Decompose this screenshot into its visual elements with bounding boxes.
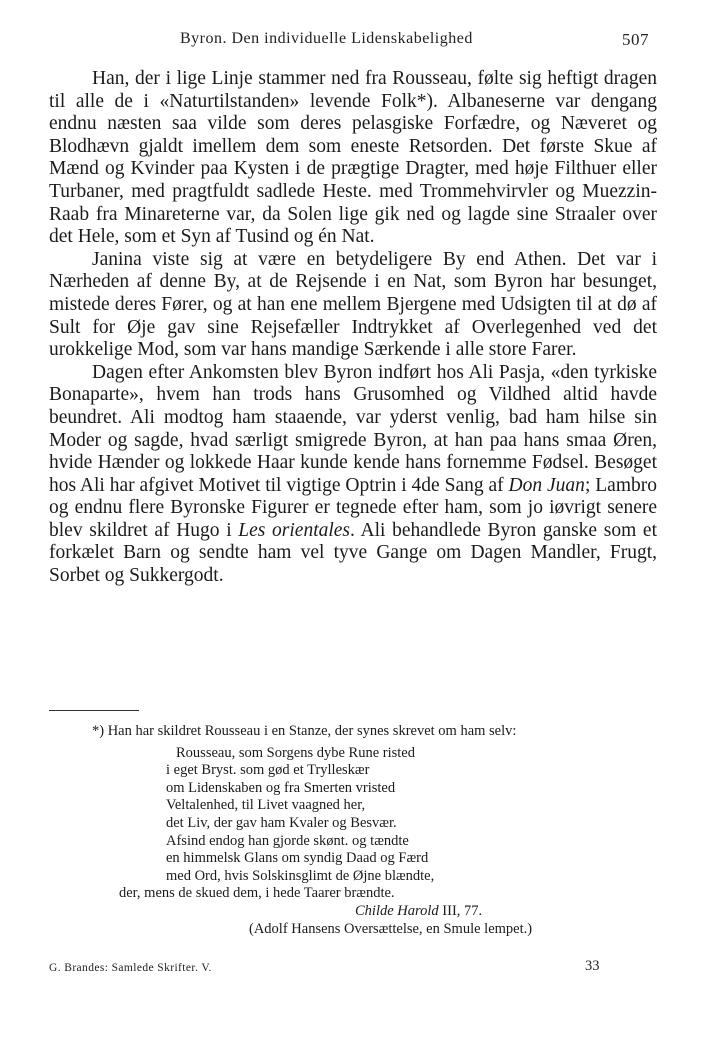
paragraph-1: Han, der i lige Linje stammer ned fra Rousseau, følte sig heftigt dragen til alle de i «Naturtilstanden» levende Folk*). Albaneserne var dengang endnu næsten saa vilde som deres pelasgiske Forfædre, og Næveret og Blodhævn gjaldt imellem dem som eneste Retsorden. Det første Skue af Mænd og Kvinder paa Kysten i de prægtige Dragter, med høje Filthuer eller Turbaner, med pragtfuldt sadlede Heste. med Trommehvirvler og Muezzin-Raab fra Minareterne var, da Solen lige gik ned og lagde sine Straaler over det Hele, som et Syn af Tusind og én Nat. <box>49 68 657 248</box>
poem-line: Afsind endog han gjorde skønt. og tændte <box>166 832 409 849</box>
footnote <box>49 723 657 938</box>
footnote-poem <box>49 745 657 939</box>
printer-signature: G. Brandes: Samlede Skrifter. V. <box>49 962 212 974</box>
footnote-divider <box>49 710 139 711</box>
title-les-orientales: Les orientales <box>238 519 351 541</box>
poem-line: det Liv, der gav ham Kvaler og Besvær. <box>166 814 397 831</box>
footnote-intro: *) Han har skildret Rousseau i en Stanze, der synes skrevet om ham selv: <box>92 723 517 739</box>
poem-attribution: Childe Harold III, 77. <box>355 902 483 919</box>
poem-line: i eget Bryst. som gød et Trylleskær <box>166 762 370 779</box>
poem-line: Veltalenhed, til Livet vaagned her, <box>166 797 366 814</box>
translator-note: (Adolf Hansens Oversættelse, en Smule lempet.) <box>249 920 533 937</box>
paragraph-2: Janina viste sig at være en betydeligere By end Athen. Det var i Nærheden af denne By, at de Rejsende i en Nat, som Byron har besunget, mistede deres Fører, og at han ene mellem Bjergene med Udsigten til at dø af Sult for Øje gav sine Rejsefæller Indtrykket af Overlegenhed ved det urokkelige Mod, som var hans mandige Særkende i alle store Farer. <box>49 248 657 361</box>
signature-number: 33 <box>585 958 600 974</box>
poem-line: Rousseau, som Sorgens dybe Rune risted <box>176 744 415 761</box>
title-don-juan: Don Juan <box>508 474 585 496</box>
page-number: 507 <box>622 30 649 49</box>
poem-line: en himmelsk Glans om syndig Daad og Færd <box>166 850 429 867</box>
poem-line: der, mens de skued dem, i hede Taarer brændte. <box>119 885 395 902</box>
paragraph-3: Dagen efter Ankomsten blev Byron indført hos Ali Pasja, «den tyrkiske Bonaparte», hvem han trods hans Grusomhed og Vildhed altid havde beundret. Ali modtog ham staaende, var yderst venlig, bad ham hilse sin Moder og sagde, hvad særligt smigrede Byron, at han paa hans smaa Øren, hvide Hænder og lokkede Haar kunde kende hans fornemme Fødsel. Besøget hos Ali har afgivet Motivet til vigtige Optrin i 4de Sang af Don Juan; Lambro og endnu flere Byronske Figurer er tegnede efter ham, som jo iøvrigt senere blev skildret af Hugo i Les orientales. Ali behandlede Byron ganske som et forkælet Barn og sendte ham vel tyve Gange om Dagen Mandler, Frugt, Sorbet og Sukkergodt. <box>49 361 657 587</box>
running-header-title: Byron. Den individuelle Lidenskabelighed <box>180 30 473 47</box>
poem-line: om Lidenskaben og fra Smerten vristed <box>166 779 396 796</box>
main-text <box>49 68 657 588</box>
poem-line: med Ord, hvis Solskinsglimt de Øjne blændte, <box>166 867 435 884</box>
